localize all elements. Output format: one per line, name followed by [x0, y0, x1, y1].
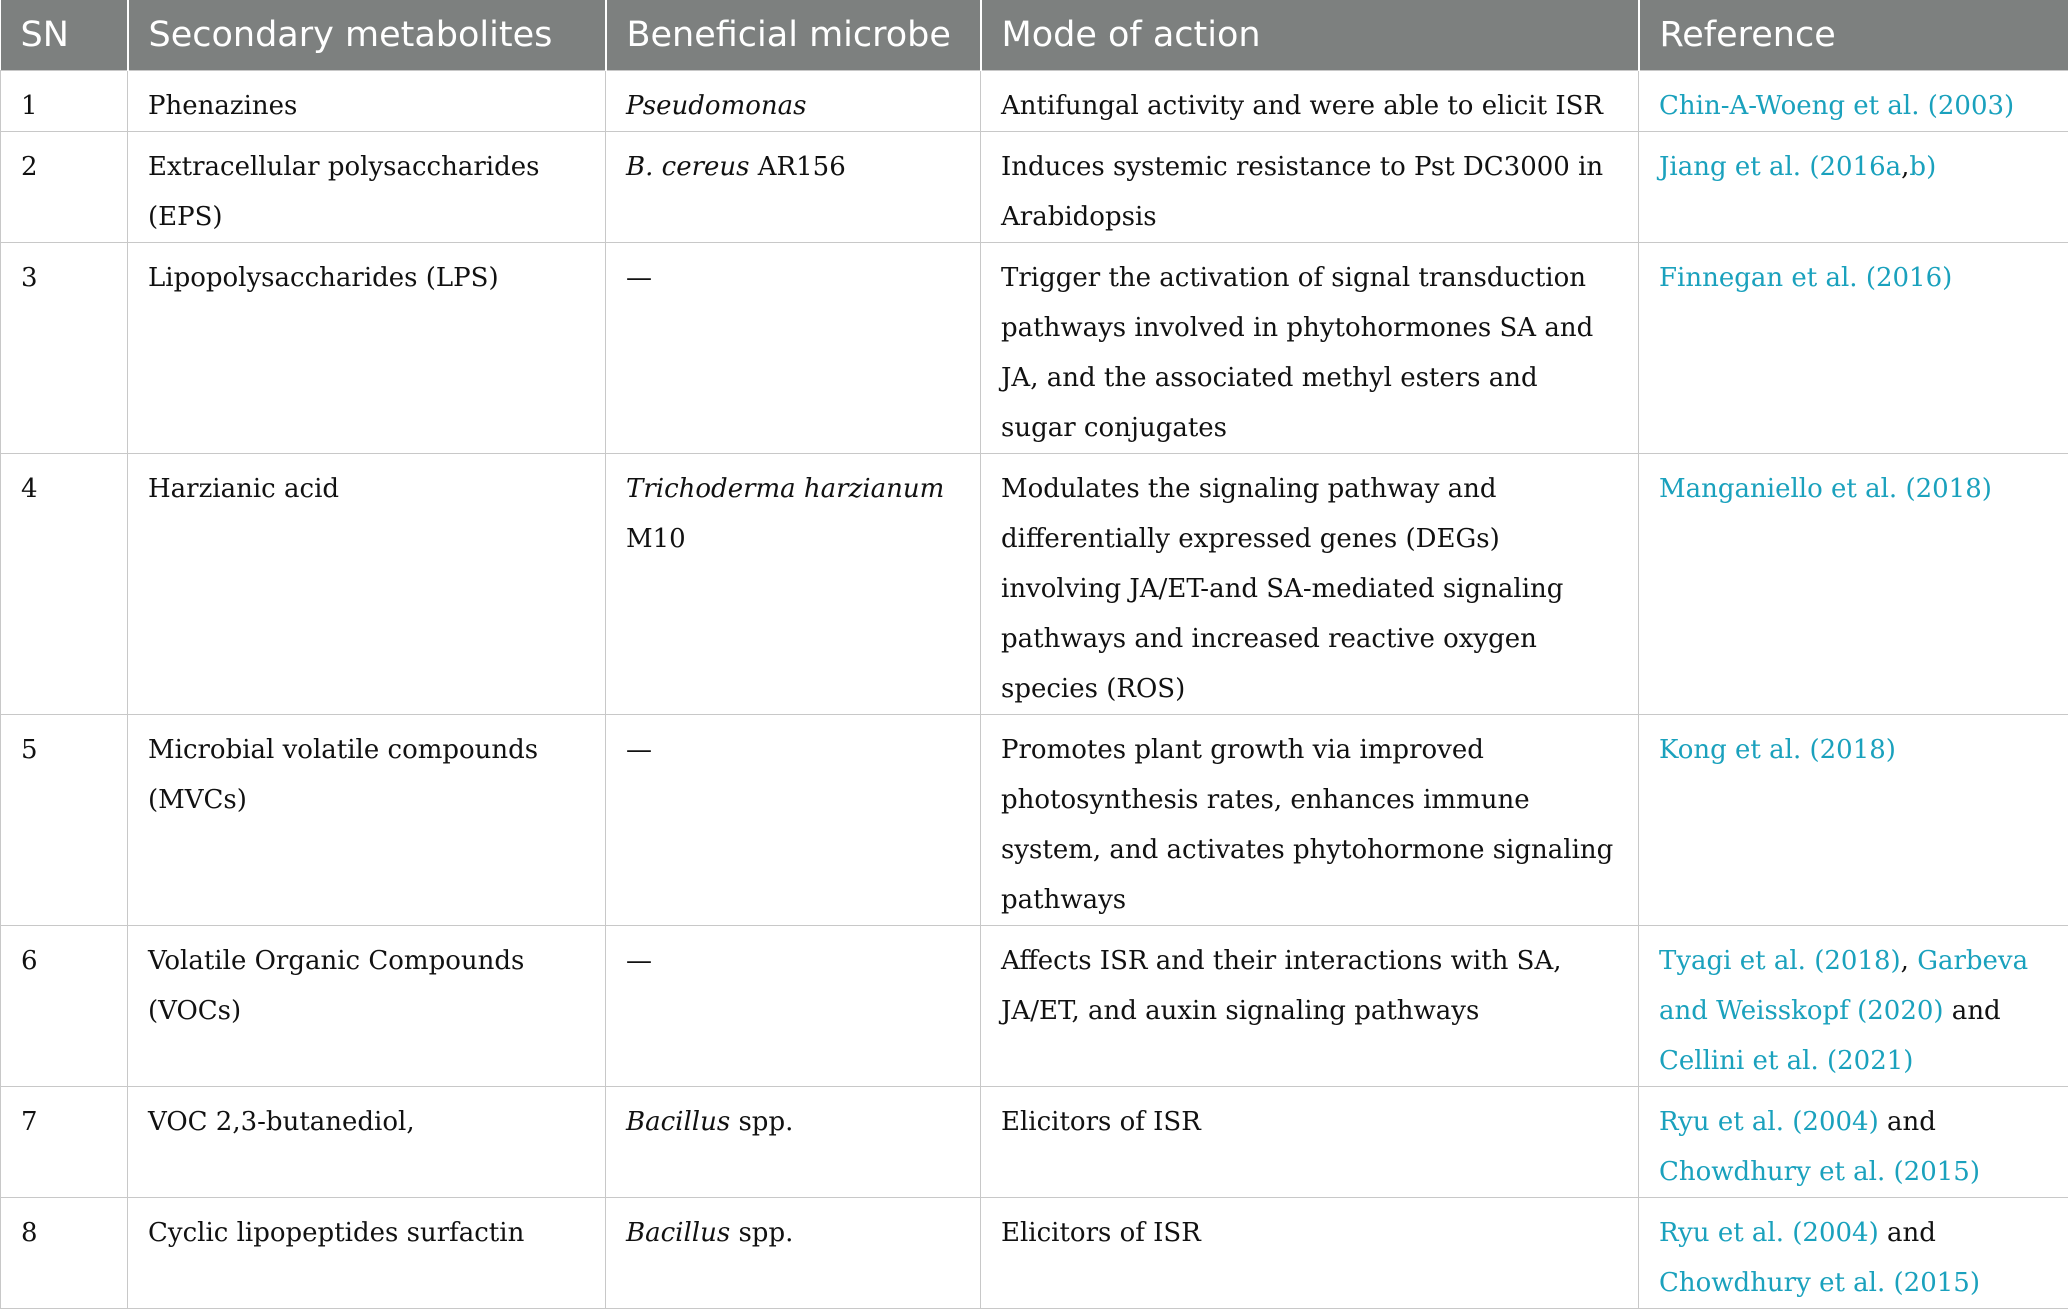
cell-microbe: — — [606, 242, 981, 453]
cell-reference — [1639, 714, 2068, 925]
cell-reference — [1639, 453, 2068, 714]
reference-separator: and — [1879, 1218, 1936, 1248]
table-row — [1, 925, 2068, 1086]
microbe-name: B. cereus — [626, 152, 750, 182]
cell-metabolite: Extracellular polysaccharides (EPS) — [128, 131, 606, 242]
cell-action: Trigger the activation of signal transduction pathways involved in phytohormones SA and JA, and the associated methyl esters and sugar conjugates — [981, 242, 1639, 453]
cell-metabolite: Microbial volatile compounds (MVCs) — [128, 714, 606, 925]
cell-sn: 8 — [1, 1197, 128, 1308]
cell-action: Induces systemic resistance to Pst DC3000 in Arabidopsis — [981, 131, 1639, 242]
header-sn: SN — [1, 0, 128, 70]
reference-separator: and — [1879, 1107, 1936, 1137]
reference-separator: , — [1901, 946, 1918, 976]
cell-sn: 5 — [1, 714, 128, 925]
cell-sn: 1 — [1, 70, 128, 131]
microbe-strain: spp. — [730, 1218, 793, 1248]
reference-link[interactable]: Ryu et al. (2004) — [1659, 1107, 1879, 1137]
cell-action: Promotes plant growth via improved photosynthesis rates, enhances immune system, and activates phytohormone signaling pathways — [981, 714, 1639, 925]
cell-reference — [1639, 131, 2068, 242]
cell-microbe: — — [606, 714, 981, 925]
cell-sn: 2 — [1, 131, 128, 242]
header-mode-of-action: Mode of action — [981, 0, 1639, 70]
reference-link[interactable]: Finnegan et al. (2016) — [1659, 263, 1952, 293]
reference-separator: , — [1901, 152, 1909, 182]
cell-action: Elicitors of ISR — [981, 1086, 1639, 1197]
reference-link[interactable]: b) — [1909, 152, 1936, 182]
cell-action: Elicitors of ISR — [981, 1197, 1639, 1308]
cell-reference — [1639, 1086, 2068, 1197]
table-row — [1, 131, 2068, 242]
cell-sn: 7 — [1, 1086, 128, 1197]
reference-link[interactable]: Chowdhury et al. (2015) — [1659, 1157, 1980, 1187]
table-row — [1, 70, 2068, 131]
table-row — [1, 453, 2068, 714]
table-row — [1, 1086, 2068, 1197]
cell-metabolite: Harzianic acid — [128, 453, 606, 714]
header-reference: Reference — [1639, 0, 2068, 70]
cell-action: Affects ISR and their interactions with SA, JA/ET, and auxin signaling pathways — [981, 925, 1639, 1086]
reference-link[interactable]: Tyagi et al. (2018) — [1659, 946, 1901, 976]
table-header — [1, 0, 2068, 70]
reference-link[interactable]: Cellini et al. (2021) — [1659, 1046, 1913, 1076]
header-beneficial-microbe: Beneficial microbe — [606, 0, 981, 70]
cell-action: Modulates the signaling pathway and differentially expressed genes (DEGs) involving JA/ET-and SA-mediated signaling pathways and increased reactive oxygen species (ROS) — [981, 453, 1639, 714]
microbe-name: Bacillus — [626, 1218, 730, 1248]
cell-microbe — [606, 131, 981, 242]
cell-reference — [1639, 70, 2068, 131]
microbe-strain: spp. — [730, 1107, 793, 1137]
cell-sn: 6 — [1, 925, 128, 1086]
cell-metabolite: Cyclic lipopeptides surfactin — [128, 1197, 606, 1308]
header-secondary-metabolites: Secondary metabolites — [128, 0, 606, 70]
cell-microbe — [606, 70, 981, 131]
microbe-name: Bacillus — [626, 1107, 730, 1137]
cell-metabolite: VOC 2,3-butanediol, — [128, 1086, 606, 1197]
cell-microbe — [606, 1197, 981, 1308]
cell-microbe: — — [606, 925, 981, 1086]
microbe-name: Pseudomonas — [626, 91, 806, 121]
reference-link[interactable]: Jiang et al. (2016a — [1659, 152, 1901, 182]
reference-link[interactable]: Manganiello et al. (2018) — [1659, 474, 1992, 504]
header-row — [1, 0, 2068, 70]
cell-metabolite: Volatile Organic Compounds (VOCs) — [128, 925, 606, 1086]
table-body — [1, 70, 2068, 1308]
cell-reference — [1639, 242, 2068, 453]
table-row — [1, 714, 2068, 925]
reference-link[interactable]: Chin-A-Woeng et al. (2003) — [1659, 91, 2014, 121]
cell-microbe — [606, 1086, 981, 1197]
reference-link[interactable]: Chowdhury et al. (2015) — [1659, 1268, 1980, 1298]
microbe-name: Trichoderma harzianum — [626, 474, 944, 504]
cell-reference — [1639, 1197, 2068, 1308]
microbe-strain: M10 — [626, 524, 686, 554]
reference-link[interactable]: Kong et al. (2018) — [1659, 735, 1896, 765]
cell-reference — [1639, 925, 2068, 1086]
cell-sn: 4 — [1, 453, 128, 714]
cell-sn: 3 — [1, 242, 128, 453]
cell-action: Antifungal activity and were able to elicit ISR — [981, 70, 1639, 131]
cell-metabolite: Lipopolysaccharides (LPS) — [128, 242, 606, 453]
reference-separator: and — [1944, 996, 2001, 1026]
reference-link[interactable]: Garbeva and Weisskopf (2020) — [1659, 946, 2028, 1026]
cell-microbe — [606, 453, 981, 714]
table-row — [1, 1197, 2068, 1308]
table-row — [1, 242, 2068, 453]
cell-metabolite: Phenazines — [128, 70, 606, 131]
reference-link[interactable]: Ryu et al. (2004) — [1659, 1218, 1879, 1248]
microbe-strain: AR156 — [750, 152, 846, 182]
